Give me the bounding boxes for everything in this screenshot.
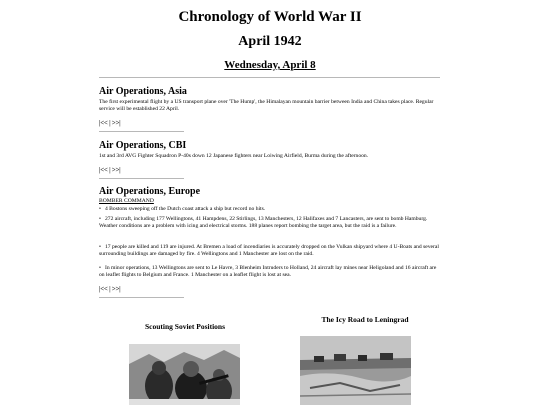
nav-separator: |: [109, 166, 111, 174]
prev-link[interactable]: |<<: [99, 119, 108, 127]
photo-caption: The Icy Road to Leningrad: [321, 315, 409, 324]
nav-links: [99, 119, 120, 127]
month-heading: April 1942: [238, 34, 302, 49]
list-item: • 17 people are killed and 119 are injured. At Bremen a load of incendiaries is accurately dropped on the Vulkan shipyard where 4 U-Boats and several surrounding buildings are damaged by fire. 4 Wellingtons and 1 Manchester are lost on the raid.: [99, 244, 439, 258]
list-item: • 272 aircraft, including 177 Wellingtons, 41 Hampdens, 22 Stirlings, 13 Manchesters, 12 Halifaxes and 7 Lancasters, are sent to bomb Hamburg. Weather conditions are a problem with icing and electrical storms. 188 planes report bombing the target area, but the raid is a failure.: [99, 216, 439, 230]
list-item: • 4 Bostons sweeping off the Dutch coast attack a ship but record no hits.: [99, 206, 439, 213]
divider: [99, 178, 184, 179]
section-text-asia: The first experimental flight by a US transport plane over 'The Hump', the Himalayan mountain barrier between India and China takes place. Regular service will be established 22 April.: [99, 99, 434, 112]
section-heading-asia: Air Operations, Asia: [99, 86, 187, 97]
nav-separator: |: [109, 285, 111, 293]
next-link[interactable]: >>|: [111, 285, 121, 293]
day-heading: Wednesday, April 8: [224, 59, 316, 71]
section-sublink: [99, 198, 439, 205]
page-title: Chronology of World War II: [178, 9, 362, 25]
nav-links: [99, 285, 120, 293]
bomber-command-link[interactable]: BOMBER COMMAND: [99, 198, 154, 204]
divider: [99, 297, 184, 298]
section-heading-europe: Air Operations, Europe: [99, 186, 201, 197]
nav-separator: |: [109, 119, 111, 127]
photo-caption: Scouting Soviet Positions: [144, 322, 225, 331]
next-link[interactable]: >>|: [111, 166, 121, 174]
section-text-cbi: 1st and 3rd AVG Fighter Squadron P-40s down 12 Japanese fighters near Loiwing Airfield, Burma during the afternoon.: [99, 153, 369, 159]
prev-link[interactable]: |<<: [99, 285, 108, 293]
photo-soviet-positions[interactable]: [129, 344, 240, 405]
next-link[interactable]: >>|: [111, 119, 121, 127]
section-heading-cbi: Air Operations, CBI: [99, 140, 187, 151]
photo-icy-road[interactable]: [300, 336, 411, 405]
prev-link[interactable]: |<<: [99, 166, 108, 174]
divider: [99, 77, 440, 78]
nav-links: [99, 166, 120, 174]
photo-image: [300, 336, 411, 405]
list-item: • In minor operations, 13 Wellingtons are sent to Le Havre, 3 Blenheim Intruders to Holland, 24 aircraft lay mines near Heligoland and 16 aircraft are on leaflet flights to Belgium and France. 1 Manchester on a leaflet flight is lost at sea.: [99, 265, 439, 279]
divider: [99, 131, 184, 132]
photo-image: [129, 344, 240, 405]
